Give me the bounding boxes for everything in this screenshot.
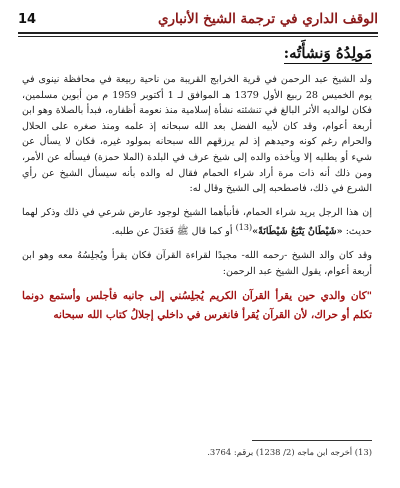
hadith-lead: إن هذا الرجل يريد شراء الحمام، فأنبأهما الشيخ لوجود عارض شرعي في ذلك وذكر لهما حديث: (22, 206, 372, 238)
body-text (22, 72, 372, 333)
page-header (18, 8, 378, 30)
running-title: الوقف الداري في ترجمة الشيخ الأنباري (157, 11, 378, 27)
paragraph-birth: ولد الشيخ عبد الرحمن في قرية الخرابج القريبة من ناحية ربيعة في محافظة نينوى في يوم الخميس 28 ربيع الأول 1379 هـ الموافق لـ 1 أكتوبر 1959 م من أبوين مسلمين، فكان لوالديه الأثر البالغ في تنشئته نشأة إسلامية منذ نعومة أظفاره، فبدأ بالصلاة وهو ابن أربعة أعوام، وقد كان لأبيه الفضل بعد الله سبحانه إذ علمه ومنذ صغره على الحلال والحرام رغم كونه وحيدهم إذ لم يرزقهم الله سبحانه بمولود غيره، فكان لا يسأل عن شيء أو يطلبه إلا ويأخذه والده إلى شيخ عرف في البلدة (الملا حمزة) فيسأله عن الأمر، ومن ذلك أنه ذات مرة أراد شراء الحمام فقال له والده بأنه سيسأل الشيخ عن رأي الشرع في ذلك، فاصطحبه إلى الشيخ وقال له: (22, 74, 372, 195)
page-number: 14 (18, 11, 37, 27)
section-heading: مَولِدُهُ وَنشأَتُه: (283, 44, 372, 62)
hadith-tail: أو كما قال ﷺ فَعَدَلَ عن طلبه. (111, 226, 233, 238)
header-rule-thick (18, 32, 378, 34)
footnote-rule (252, 440, 372, 441)
paragraph-hadith (22, 205, 372, 240)
paragraph-father: وقد كان والد الشيخ -رحمه الله- مجيدًا لقراءة القرآن فكان يقرأ ويُجلِسُهُ معه وهو ابن أربعة أعوام، يقول الشيخ عبد الرحمن: (22, 250, 372, 277)
footnote-ref[interactable]: (13) (235, 223, 253, 233)
header-rule-thin (18, 36, 378, 37)
hadith-text: «شَيْطَانٌ يَتْبَعُ شَيْطَانَةً» (252, 226, 343, 238)
footnote: (13) أخرجه ابن ماجه (2/ 1238) برقم: 3764. (207, 447, 372, 457)
quote-text: "كان والدي حين يقرأ القرآن الكريم يُجلِسُني إلى جانبه فأجلس وأستمع دونما تكلم أو حراك، لأن القرآن يُقرأ فانغرس في داخلي إجلالُ كتاب الله سبحانه (22, 290, 372, 322)
